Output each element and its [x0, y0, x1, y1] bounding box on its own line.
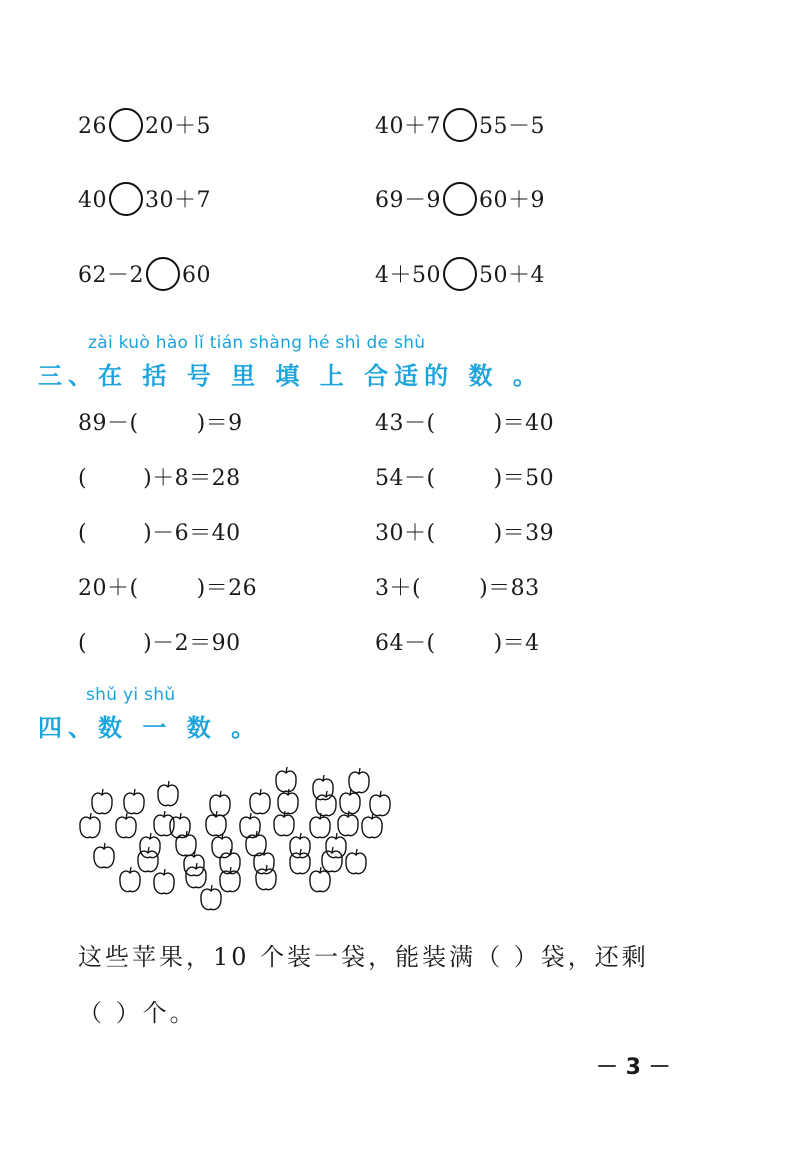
fill-blank-row	[375, 576, 540, 602]
question-line-2: （ ）个。	[78, 999, 197, 1027]
comparison-row	[78, 107, 211, 147]
comparison-right-expr: 55－5	[479, 114, 545, 139]
comparison-left-expr: 4＋50	[375, 263, 441, 288]
apple-icon	[210, 791, 230, 816]
blank-suffix: )＝26	[196, 576, 258, 601]
comparison-right-expr: 30＋7	[145, 188, 211, 213]
apple-icon	[92, 789, 112, 814]
compare-answer-circle[interactable]	[443, 108, 477, 142]
apple-icon	[310, 813, 330, 838]
comparison-row	[375, 256, 545, 296]
fill-blank-row	[375, 411, 554, 437]
apple-icon	[116, 813, 136, 838]
comparison-left-expr: 40＋7	[375, 114, 441, 139]
fill-blank-row	[78, 411, 243, 437]
apple-icon	[201, 885, 221, 910]
blank-suffix: )＝83	[479, 576, 540, 601]
compare-answer-circle[interactable]	[443, 182, 477, 216]
apple-icon	[94, 843, 114, 868]
apple-icon	[370, 791, 390, 816]
fill-blank-row	[375, 466, 554, 492]
fill-blank-row	[78, 521, 241, 547]
fill-blank-row	[78, 466, 241, 492]
apple-icon	[290, 849, 310, 874]
apple-icon	[80, 813, 100, 838]
blank-suffix: )＝4	[493, 631, 540, 656]
apple-icon	[322, 847, 342, 872]
apple-icon	[346, 849, 366, 874]
comparison-row	[375, 181, 545, 221]
comparison-left-expr: 62－2	[78, 263, 144, 288]
blank-suffix: )＝9	[196, 411, 243, 436]
question-line-1: 这些苹果，10 个装一袋，能装满（ ）袋，还剩	[78, 943, 649, 971]
fill-blank-row	[375, 631, 540, 657]
apple-icon	[274, 811, 294, 836]
comparison-left-expr: 26	[78, 114, 107, 139]
section4-pinyin: shǔ yi shǔ	[86, 685, 176, 705]
apple-icon	[362, 813, 382, 838]
blank-suffix: )－2＝90	[143, 631, 241, 656]
comparison-left-expr: 40	[78, 188, 107, 213]
blank-suffix: )－6＝40	[143, 521, 241, 546]
blank-prefix: (	[78, 631, 88, 656]
blank-suffix: )＝50	[493, 466, 555, 491]
compare-answer-circle[interactable]	[109, 108, 143, 142]
comparison-right-expr: 60	[182, 263, 211, 288]
apple-icon	[349, 768, 369, 793]
compare-answer-circle[interactable]	[146, 257, 180, 291]
comparison-row	[375, 107, 545, 147]
apple-icon	[124, 789, 144, 814]
compare-answer-circle[interactable]	[109, 182, 143, 216]
apple-icon	[276, 767, 296, 792]
apple-icon	[158, 781, 178, 806]
blank-prefix: 54－(	[375, 466, 436, 491]
apple-icon	[338, 811, 358, 836]
apple-icon	[278, 789, 298, 814]
apple-icon	[176, 831, 196, 856]
blank-prefix: 43－(	[375, 411, 436, 436]
blank-prefix: 20＋(	[78, 576, 139, 601]
comparison-right-expr: 20＋5	[145, 114, 211, 139]
blank-prefix: (	[78, 466, 88, 491]
blank-prefix: (	[78, 521, 88, 546]
section3-pinyin: zài kuò hào lǐ tián shàng hé shì de shù	[88, 333, 426, 353]
apple-icon	[154, 869, 174, 894]
blank-prefix: 3＋(	[375, 576, 422, 601]
apple-icon	[206, 811, 226, 836]
blank-prefix: 64－(	[375, 631, 436, 656]
blank-suffix: )＝39	[493, 521, 555, 546]
compare-answer-circle[interactable]	[443, 257, 477, 291]
apple-icon	[246, 831, 266, 856]
fill-blank-row	[375, 521, 554, 547]
apple-icon	[250, 789, 270, 814]
apple-icon	[120, 867, 140, 892]
blank-suffix: )＋8＝28	[143, 466, 241, 491]
apple-icon	[313, 775, 333, 800]
fill-blank-row	[78, 631, 241, 657]
comparison-row	[78, 256, 211, 296]
section4-title: 四、数 一 数 。	[38, 714, 262, 742]
apple-icon	[316, 791, 336, 816]
blank-suffix: )＝40	[493, 411, 555, 436]
blank-prefix: 30＋(	[375, 521, 436, 546]
apple-icon	[326, 833, 346, 858]
blank-prefix: 89－(	[78, 411, 139, 436]
comparison-left-expr: 69－9	[375, 188, 441, 213]
fill-blank-row	[78, 576, 257, 602]
comparison-right-expr: 60＋9	[479, 188, 545, 213]
comparison-right-expr: 50＋4	[479, 263, 545, 288]
comparison-row	[78, 181, 211, 221]
page-number: － 3 －	[596, 1055, 671, 1080]
section3-title: 三、在 括 号 里 填 上 合适的 数 。	[38, 362, 543, 390]
apple-cluster	[70, 765, 410, 915]
